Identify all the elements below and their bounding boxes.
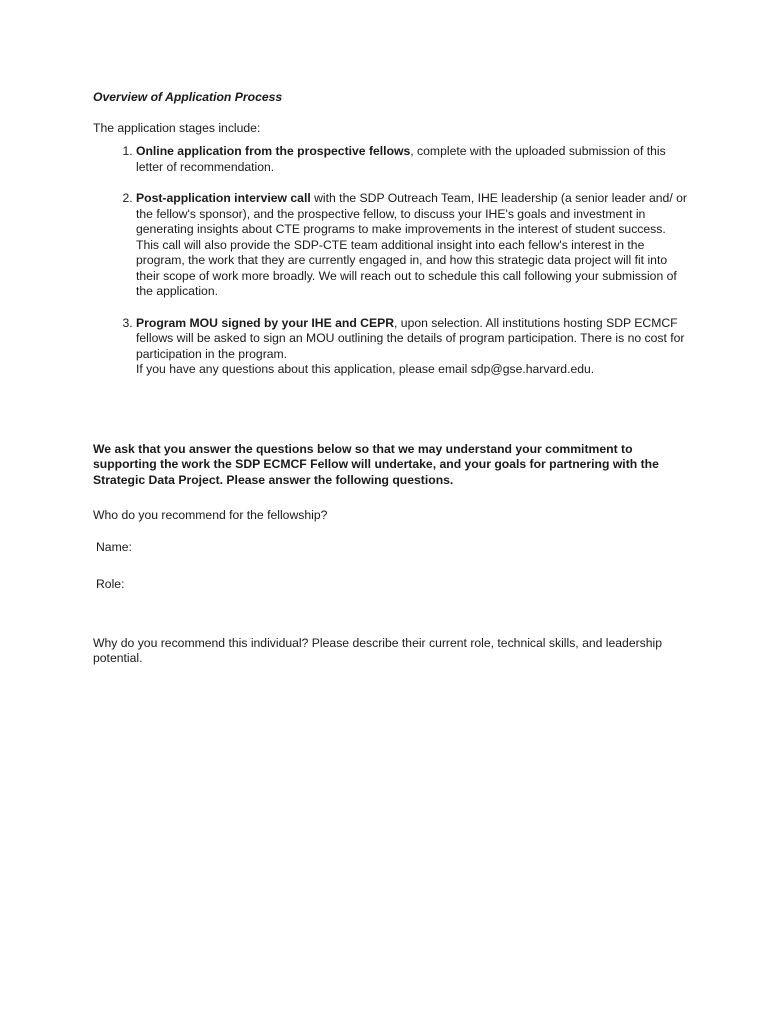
contact-email-note: If you have any questions about this application, please email sdp@gse.harvard.edu. xyxy=(136,362,595,376)
stage-item-interview-call xyxy=(136,191,690,300)
stages-intro: The application stages include: xyxy=(93,120,261,135)
overview-heading: Overview of Application Process xyxy=(93,90,283,104)
stage-description: , upon selection. All institutions hosting SDP ECMCF fellows will be asked to sign an MOU outlining the details of program participation. There is no cost for participation in the program. xyxy=(136,315,685,361)
commitment-paragraph: We ask that you answer the questions below so that we may understand your commitment to supporting the work the SDP ECMCF Fellow will undertake, and your goals for partnering with the Strategic Data Project. Please answer the following questions. xyxy=(93,441,659,487)
name-field-label: Name: xyxy=(96,539,132,554)
stage-description: , complete with the uploaded submission of this letter of recommendation. xyxy=(136,144,666,174)
stage-description: with the SDP Outreach Team, IHE leadership (a senior leader and/ or the fellow's sponsor), and the prospective fellow, to discuss your IHE's goals and investment in generating insights about CTE programs to make improvements in the interest of student success. This call will also provide the SDP-CTE team additional insight into each fellow's interest in the program, the work that they are currently engaged in, and how this strategic data project will fit into their scope of work more broadly. We will reach out to schedule this call following your submission of the application. xyxy=(136,191,687,298)
stage-title: Post-application interview call xyxy=(136,191,311,205)
stage-item-online-application xyxy=(136,144,690,175)
recommend-question: Who do you recommend for the fellowship? xyxy=(93,508,328,522)
role-field-label: Role: xyxy=(96,577,125,591)
why-recommend-question: Why do you recommend this individual? Please describe their current role, technical skills, and leadership potential. xyxy=(93,635,663,665)
stage-item-program-mou xyxy=(136,316,690,378)
stages-list xyxy=(93,144,690,378)
stage-title: Online application from the prospective fellows xyxy=(136,144,411,158)
stage-title: Program MOU signed by your IHE and CEPR xyxy=(136,315,395,330)
